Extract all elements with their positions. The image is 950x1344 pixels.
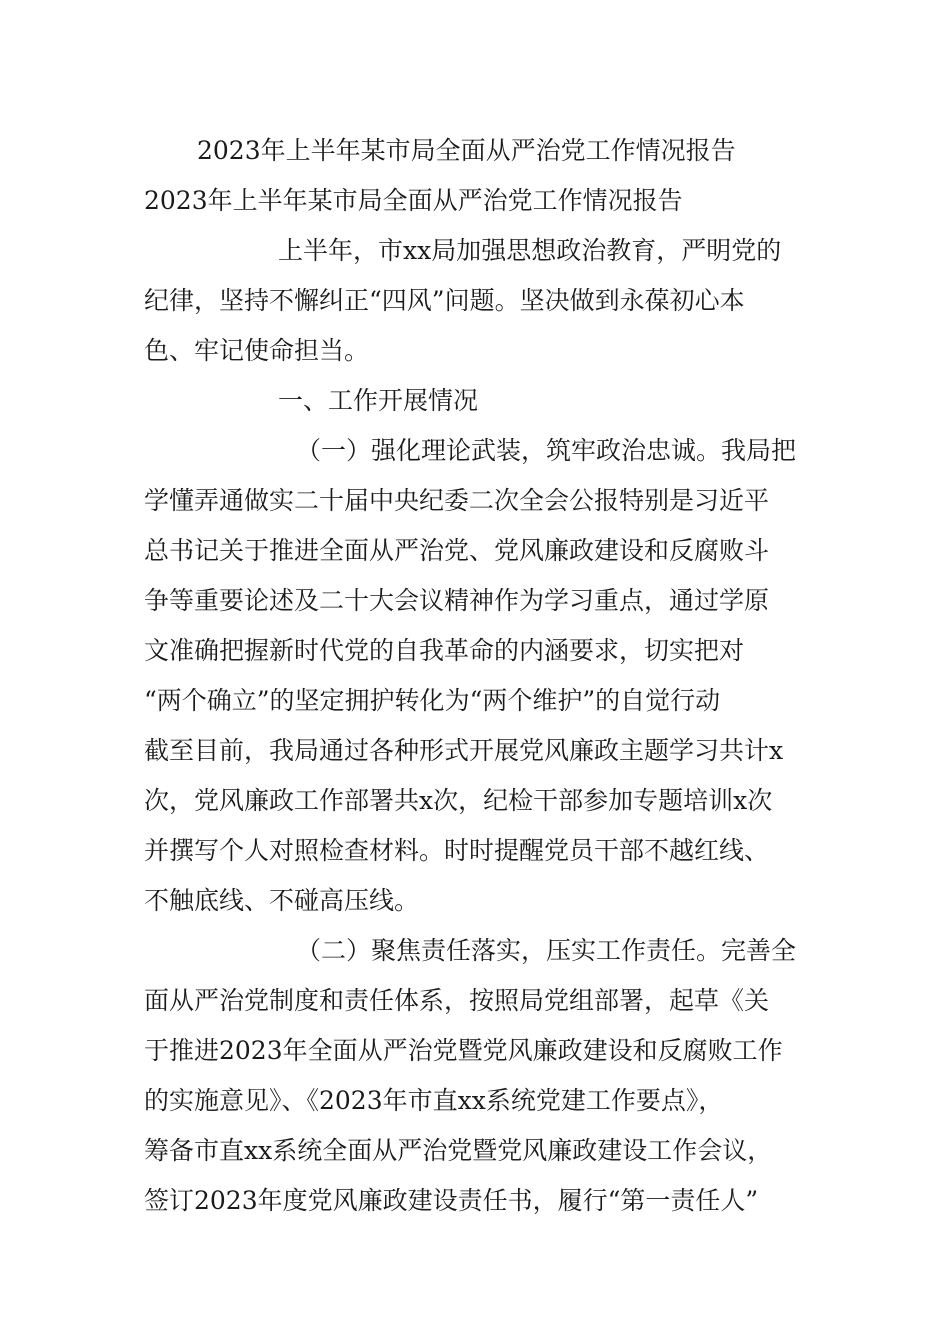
paragraph2-line-4: 的实施意见》、《2023年市直xx系统党建工作要点》， [144, 1086, 724, 1115]
document-title: 2023年上半年某市局全面从严治党工作情况报告 [197, 136, 736, 165]
paragraph1-line-1: （一）强化理论武装，筑牢政治忠诚。我局把 [296, 436, 797, 465]
paragraph2-line-3: 于推进2023年全面从严治党暨党风廉政建设和反腐败工作 [144, 1036, 783, 1065]
paragraph1-line-9: 并撰写个人对照检查材料。时时提醒党员干部不越红线、 [144, 836, 770, 865]
paragraph1-line-2: 学懂弄通做实二十届中央纪委二次全会公报特别是习近平 [144, 486, 770, 515]
paragraph1-line-7: 截至目前，我局通过各种形式开展党风廉政主题学习共计x [144, 736, 784, 765]
paragraph2-line-5: 筹备市直xx系统全面从严治党暨党风廉政建设工作会议， [144, 1136, 773, 1165]
paragraph1-line-6: “两个确立”的坚定拥护转化为“两个维护”的自觉行动 [144, 686, 721, 715]
intro-line-1: 上半年，市xx局加强思想政治教育，严明党的 [278, 236, 782, 265]
intro-line-3: 色、牢记使命担当。 [144, 336, 370, 365]
paragraph2-line-1: （二）聚焦责任落实，压实工作责任。完善全 [296, 936, 797, 965]
document-subtitle: 2023年上半年某市局全面从严治党工作情况报告 [144, 186, 683, 215]
paragraph1-line-8: 次，党风廉政工作部署共x次，纪检干部参加专题培训x次 [144, 786, 773, 815]
paragraph2-line-2: 面从严治党制度和责任体系，按照局党组部署，起草《关 [144, 986, 770, 1015]
paragraph1-line-5: 文准确把握新时代党的自我革命的内涵要求，切实把对 [144, 636, 745, 665]
paragraph1-line-3: 总书记关于推进全面从严治党、党风廉政建设和反腐败斗 [144, 536, 770, 565]
paragraph2-line-6: 签订2023年度党风廉政建设责任书，履行“第一责任人” [144, 1186, 759, 1215]
intro-line-2: 纪律，坚持不懈纠正“四风”问题。坚决做到永葆初心本 [144, 286, 745, 315]
paragraph1-line-10: 不触底线、不碰高压线。 [144, 886, 420, 915]
paragraph1-line-4: 争等重要论述及二十大会议精神作为学习重点，通过学原 [144, 586, 770, 615]
section-heading: 一、工作开展情况 [278, 386, 479, 415]
